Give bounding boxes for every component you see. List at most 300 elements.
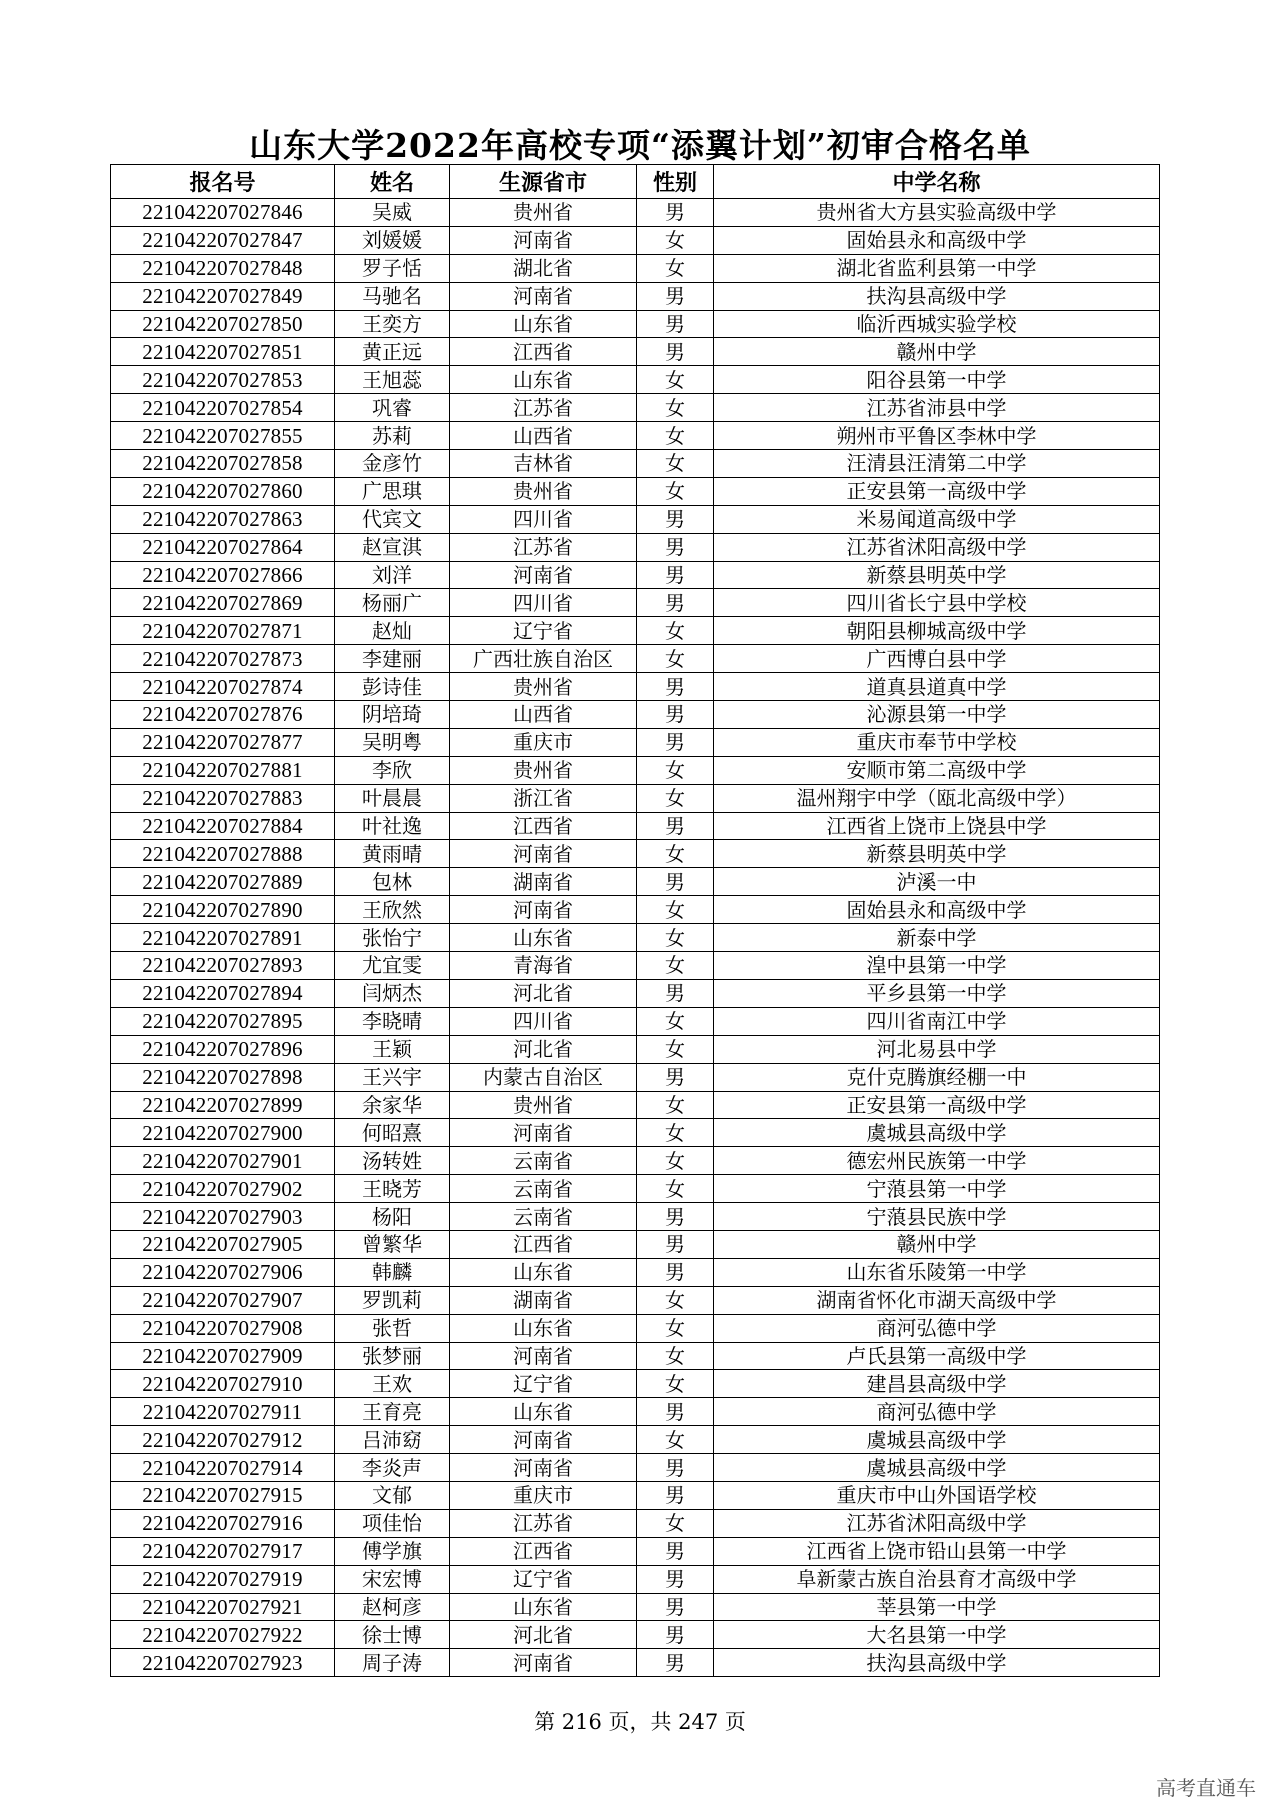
name-cell: 黄正远 — [335, 338, 450, 366]
registration-number-cell: 221042207027889 — [111, 868, 335, 896]
name-cell: 包林 — [335, 868, 450, 896]
province-cell: 重庆市 — [450, 728, 637, 756]
registration-number-cell: 221042207027876 — [111, 701, 335, 729]
table-row — [111, 812, 1160, 840]
name-cell: 王奕方 — [335, 310, 450, 338]
table-row — [111, 1649, 1160, 1677]
province-cell: 山东省 — [450, 1398, 637, 1426]
province-cell: 湖南省 — [450, 868, 637, 896]
registration-number-cell: 221042207027911 — [111, 1398, 335, 1426]
school-cell: 新蔡县明英中学 — [714, 840, 1160, 868]
province-cell: 河南省 — [450, 226, 637, 254]
table-row — [111, 645, 1160, 673]
table-row — [111, 1537, 1160, 1565]
province-cell: 重庆市 — [450, 1481, 637, 1509]
gender-cell: 女 — [637, 422, 714, 450]
province-cell: 贵州省 — [450, 477, 637, 505]
table-row — [111, 728, 1160, 756]
gender-cell: 女 — [637, 1314, 714, 1342]
school-cell: 虞城县高级中学 — [714, 1454, 1160, 1482]
school-cell: 汪清县汪清第二中学 — [714, 450, 1160, 478]
gender-cell: 男 — [637, 868, 714, 896]
header-registration-number: 报名号 — [111, 165, 335, 199]
registration-number-cell: 221042207027917 — [111, 1537, 335, 1565]
table-row — [111, 896, 1160, 924]
gender-cell: 男 — [637, 1454, 714, 1482]
registration-number-cell: 221042207027860 — [111, 477, 335, 505]
province-cell: 河南省 — [450, 282, 637, 310]
school-cell: 正安县第一高级中学 — [714, 1091, 1160, 1119]
registration-number-cell: 221042207027853 — [111, 366, 335, 394]
name-cell: 杨阳 — [335, 1203, 450, 1231]
name-cell: 李晓晴 — [335, 1007, 450, 1035]
gender-cell: 女 — [637, 1035, 714, 1063]
table-row — [111, 1593, 1160, 1621]
gender-cell: 男 — [637, 561, 714, 589]
province-cell: 江西省 — [450, 812, 637, 840]
province-cell: 河南省 — [450, 1342, 637, 1370]
school-cell: 商河弘德中学 — [714, 1398, 1160, 1426]
registration-number-cell: 221042207027888 — [111, 840, 335, 868]
name-cell: 张哲 — [335, 1314, 450, 1342]
table-row — [111, 199, 1160, 227]
gender-cell: 女 — [637, 1509, 714, 1537]
province-cell: 江西省 — [450, 338, 637, 366]
table-row — [111, 1621, 1160, 1649]
gender-cell: 女 — [637, 756, 714, 784]
registration-number-cell: 221042207027902 — [111, 1175, 335, 1203]
gender-cell: 女 — [637, 254, 714, 282]
registration-number-cell: 221042207027891 — [111, 924, 335, 952]
registration-number-cell: 221042207027915 — [111, 1481, 335, 1509]
table-row — [111, 366, 1160, 394]
school-cell: 阳谷县第一中学 — [714, 366, 1160, 394]
name-cell: 刘洋 — [335, 561, 450, 589]
name-cell: 黄雨晴 — [335, 840, 450, 868]
document-title: 山东大学2022年高校专项“添翼计划”初审合格名单 — [249, 126, 1031, 165]
school-cell: 沁源县第一中学 — [714, 701, 1160, 729]
gender-cell: 女 — [637, 394, 714, 422]
school-cell: 阜新蒙古族自治县育才高级中学 — [714, 1565, 1160, 1593]
registration-number-cell: 221042207027881 — [111, 756, 335, 784]
gender-cell: 男 — [637, 1258, 714, 1286]
school-cell: 泸溪一中 — [714, 868, 1160, 896]
table-row — [111, 868, 1160, 896]
school-cell: 扶沟县高级中学 — [714, 1649, 1160, 1677]
gender-cell: 女 — [637, 450, 714, 478]
registration-number-cell: 221042207027869 — [111, 589, 335, 617]
table-row — [111, 422, 1160, 450]
name-cell: 王育亮 — [335, 1398, 450, 1426]
table-row — [111, 1314, 1160, 1342]
name-cell: 代宾文 — [335, 505, 450, 533]
registration-number-cell: 221042207027851 — [111, 338, 335, 366]
school-cell: 湖北省监利县第一中学 — [714, 254, 1160, 282]
name-cell: 吕沛窈 — [335, 1426, 450, 1454]
name-cell: 吴威 — [335, 199, 450, 227]
table-header-row — [111, 165, 1160, 199]
province-cell: 河南省 — [450, 1119, 637, 1147]
registration-number-cell: 221042207027900 — [111, 1119, 335, 1147]
registration-number-cell: 221042207027916 — [111, 1509, 335, 1537]
gender-cell: 女 — [637, 1147, 714, 1175]
province-cell: 贵州省 — [450, 1091, 637, 1119]
name-cell: 赵柯彦 — [335, 1593, 450, 1621]
registration-number-cell: 221042207027866 — [111, 561, 335, 589]
province-cell: 贵州省 — [450, 756, 637, 784]
table-row — [111, 1091, 1160, 1119]
name-cell: 李建丽 — [335, 645, 450, 673]
school-cell: 建昌县高级中学 — [714, 1370, 1160, 1398]
table-row — [111, 1286, 1160, 1314]
province-cell: 江苏省 — [450, 394, 637, 422]
school-cell: 江西省上饶市上饶县中学 — [714, 812, 1160, 840]
province-cell: 河北省 — [450, 1035, 637, 1063]
province-cell: 河南省 — [450, 1426, 637, 1454]
name-cell: 尤宜雯 — [335, 952, 450, 980]
name-cell: 宋宏博 — [335, 1565, 450, 1593]
name-cell: 李欣 — [335, 756, 450, 784]
name-cell: 张梦丽 — [335, 1342, 450, 1370]
province-cell: 江西省 — [450, 1537, 637, 1565]
school-cell: 赣州中学 — [714, 1230, 1160, 1258]
table-row — [111, 282, 1160, 310]
table-row — [111, 1175, 1160, 1203]
registration-number-cell: 221042207027863 — [111, 505, 335, 533]
table-row — [111, 1119, 1160, 1147]
gender-cell: 男 — [637, 199, 714, 227]
gender-cell: 男 — [637, 1230, 714, 1258]
school-cell: 临沂西城实验学校 — [714, 310, 1160, 338]
table-row — [111, 1398, 1160, 1426]
registration-number-cell: 221042207027903 — [111, 1203, 335, 1231]
table-row — [111, 1454, 1160, 1482]
name-cell: 周子涛 — [335, 1649, 450, 1677]
province-cell: 山东省 — [450, 1258, 637, 1286]
table-row — [111, 979, 1160, 1007]
school-cell: 新蔡县明英中学 — [714, 561, 1160, 589]
school-cell: 湖南省怀化市湖天高级中学 — [714, 1286, 1160, 1314]
province-cell: 山东省 — [450, 310, 637, 338]
registration-number-cell: 221042207027905 — [111, 1230, 335, 1258]
header-name: 姓名 — [335, 165, 450, 199]
name-cell: 项佳怡 — [335, 1509, 450, 1537]
name-cell: 吴明粤 — [335, 728, 450, 756]
province-cell: 云南省 — [450, 1175, 637, 1203]
name-cell: 何昭熹 — [335, 1119, 450, 1147]
header-gender: 性别 — [637, 165, 714, 199]
table-row — [111, 1035, 1160, 1063]
school-cell: 商河弘德中学 — [714, 1314, 1160, 1342]
school-cell: 克什克腾旗经棚一中 — [714, 1063, 1160, 1091]
province-cell: 青海省 — [450, 952, 637, 980]
admission-list-table — [110, 164, 1160, 1677]
province-cell: 湖北省 — [450, 254, 637, 282]
school-cell: 虞城县高级中学 — [714, 1426, 1160, 1454]
school-cell: 固始县永和高级中学 — [714, 226, 1160, 254]
school-cell: 新泰中学 — [714, 924, 1160, 952]
registration-number-cell: 221042207027894 — [111, 979, 335, 1007]
school-cell: 重庆市中山外国语学校 — [714, 1481, 1160, 1509]
name-cell: 王兴宇 — [335, 1063, 450, 1091]
province-cell: 江苏省 — [450, 533, 637, 561]
school-cell: 扶沟县高级中学 — [714, 282, 1160, 310]
gender-cell: 男 — [637, 1481, 714, 1509]
registration-number-cell: 221042207027907 — [111, 1286, 335, 1314]
table-row — [111, 1426, 1160, 1454]
school-cell: 虞城县高级中学 — [714, 1119, 1160, 1147]
school-cell: 贵州省大方县实验高级中学 — [714, 199, 1160, 227]
name-cell: 曾繁华 — [335, 1230, 450, 1258]
name-cell: 罗凯莉 — [335, 1286, 450, 1314]
gender-cell: 男 — [637, 1537, 714, 1565]
school-cell: 赣州中学 — [714, 338, 1160, 366]
gender-cell: 男 — [637, 1649, 714, 1677]
registration-number-cell: 221042207027921 — [111, 1593, 335, 1621]
school-cell: 宁蒗县第一中学 — [714, 1175, 1160, 1203]
table-row — [111, 1509, 1160, 1537]
school-cell: 江苏省沭阳高级中学 — [714, 533, 1160, 561]
school-cell: 温州翔宇中学（瓯北高级中学） — [714, 784, 1160, 812]
registration-number-cell: 221042207027855 — [111, 422, 335, 450]
registration-number-cell: 221042207027884 — [111, 812, 335, 840]
province-cell: 山东省 — [450, 924, 637, 952]
name-cell: 杨丽广 — [335, 589, 450, 617]
name-cell: 赵灿 — [335, 617, 450, 645]
name-cell: 李炎声 — [335, 1454, 450, 1482]
gender-cell: 男 — [637, 1565, 714, 1593]
name-cell: 金彦竹 — [335, 450, 450, 478]
province-cell: 河北省 — [450, 1621, 637, 1649]
province-cell: 河南省 — [450, 896, 637, 924]
school-cell: 广西博白县中学 — [714, 645, 1160, 673]
registration-number-cell: 221042207027919 — [111, 1565, 335, 1593]
table-row — [111, 1258, 1160, 1286]
registration-number-cell: 221042207027908 — [111, 1314, 335, 1342]
gender-cell: 女 — [637, 952, 714, 980]
province-cell: 辽宁省 — [450, 1565, 637, 1593]
registration-number-cell: 221042207027912 — [111, 1426, 335, 1454]
province-cell: 山西省 — [450, 422, 637, 450]
school-cell: 四川省长宁县中学校 — [714, 589, 1160, 617]
province-cell: 云南省 — [450, 1147, 637, 1175]
registration-number-cell: 221042207027893 — [111, 952, 335, 980]
table-row — [111, 1007, 1160, 1035]
gender-cell: 女 — [637, 1175, 714, 1203]
name-cell: 王欢 — [335, 1370, 450, 1398]
gender-cell: 女 — [637, 840, 714, 868]
table-row — [111, 924, 1160, 952]
name-cell: 王颖 — [335, 1035, 450, 1063]
table-body — [111, 199, 1160, 1677]
name-cell: 叶晨晨 — [335, 784, 450, 812]
province-cell: 四川省 — [450, 1007, 637, 1035]
province-cell: 江苏省 — [450, 1509, 637, 1537]
registration-number-cell: 221042207027847 — [111, 226, 335, 254]
name-cell: 闫炳杰 — [335, 979, 450, 1007]
table-row — [111, 505, 1160, 533]
name-cell: 张怡宁 — [335, 924, 450, 952]
gender-cell: 女 — [637, 1091, 714, 1119]
name-cell: 文郁 — [335, 1481, 450, 1509]
gender-cell: 男 — [637, 1063, 714, 1091]
gender-cell: 女 — [637, 1286, 714, 1314]
name-cell: 王晓芳 — [335, 1175, 450, 1203]
province-cell: 河南省 — [450, 1454, 637, 1482]
registration-number-cell: 221042207027909 — [111, 1342, 335, 1370]
table-row — [111, 1230, 1160, 1258]
registration-number-cell: 221042207027899 — [111, 1091, 335, 1119]
table-row — [111, 254, 1160, 282]
table-row — [111, 1370, 1160, 1398]
registration-number-cell: 221042207027896 — [111, 1035, 335, 1063]
gender-cell: 男 — [637, 533, 714, 561]
name-cell: 王旭蕊 — [335, 366, 450, 394]
gender-cell: 女 — [637, 1342, 714, 1370]
school-cell: 江苏省沭阳高级中学 — [714, 1509, 1160, 1537]
gender-cell: 女 — [637, 1007, 714, 1035]
name-cell: 苏莉 — [335, 422, 450, 450]
gender-cell: 男 — [637, 338, 714, 366]
province-cell: 辽宁省 — [450, 617, 637, 645]
registration-number-cell: 221042207027864 — [111, 533, 335, 561]
registration-number-cell: 221042207027895 — [111, 1007, 335, 1035]
registration-number-cell: 221042207027854 — [111, 394, 335, 422]
school-cell: 莘县第一中学 — [714, 1593, 1160, 1621]
gender-cell: 女 — [637, 1370, 714, 1398]
school-cell: 江苏省沛县中学 — [714, 394, 1160, 422]
gender-cell: 女 — [637, 784, 714, 812]
province-cell: 河南省 — [450, 1649, 637, 1677]
gender-cell: 女 — [637, 226, 714, 254]
province-cell: 山西省 — [450, 701, 637, 729]
name-cell: 汤转姓 — [335, 1147, 450, 1175]
name-cell: 巩睿 — [335, 394, 450, 422]
table-row — [111, 617, 1160, 645]
province-cell: 云南省 — [450, 1203, 637, 1231]
province-cell: 山东省 — [450, 366, 637, 394]
school-cell: 四川省南江中学 — [714, 1007, 1160, 1035]
registration-number-cell: 221042207027871 — [111, 617, 335, 645]
name-cell: 罗子恬 — [335, 254, 450, 282]
registration-number-cell: 221042207027910 — [111, 1370, 335, 1398]
header-province: 生源省市 — [450, 165, 637, 199]
school-cell: 道真县道真中学 — [714, 673, 1160, 701]
table-row — [111, 226, 1160, 254]
province-cell: 内蒙古自治区 — [450, 1063, 637, 1091]
name-cell: 王欣然 — [335, 896, 450, 924]
gender-cell: 男 — [637, 1203, 714, 1231]
gender-cell: 男 — [637, 812, 714, 840]
table-row — [111, 394, 1160, 422]
school-cell: 宁蒗县民族中学 — [714, 1203, 1160, 1231]
gender-cell: 男 — [637, 1398, 714, 1426]
province-cell: 湖南省 — [450, 1286, 637, 1314]
table-row — [111, 756, 1160, 784]
name-cell: 彭诗佳 — [335, 673, 450, 701]
school-cell: 正安县第一高级中学 — [714, 477, 1160, 505]
registration-number-cell: 221042207027914 — [111, 1454, 335, 1482]
province-cell: 四川省 — [450, 505, 637, 533]
gender-cell: 男 — [637, 979, 714, 1007]
name-cell: 韩麟 — [335, 1258, 450, 1286]
gender-cell: 女 — [637, 1119, 714, 1147]
table-row — [111, 1203, 1160, 1231]
gender-cell: 女 — [637, 477, 714, 505]
registration-number-cell: 221042207027922 — [111, 1621, 335, 1649]
table-row — [111, 840, 1160, 868]
school-cell: 大名县第一中学 — [714, 1621, 1160, 1649]
table-row — [111, 1342, 1160, 1370]
school-cell: 平乡县第一中学 — [714, 979, 1160, 1007]
gender-cell: 男 — [637, 728, 714, 756]
province-cell: 浙江省 — [450, 784, 637, 812]
school-cell: 湟中县第一中学 — [714, 952, 1160, 980]
table-row — [111, 1147, 1160, 1175]
province-cell: 河南省 — [450, 840, 637, 868]
province-cell: 河南省 — [450, 561, 637, 589]
province-cell: 贵州省 — [450, 673, 637, 701]
table-row — [111, 1063, 1160, 1091]
province-cell: 四川省 — [450, 589, 637, 617]
gender-cell: 女 — [637, 924, 714, 952]
table-row — [111, 310, 1160, 338]
province-cell: 山东省 — [450, 1314, 637, 1342]
registration-number-cell: 221042207027883 — [111, 784, 335, 812]
registration-number-cell: 221042207027849 — [111, 282, 335, 310]
registration-number-cell: 221042207027846 — [111, 199, 335, 227]
registration-number-cell: 221042207027901 — [111, 1147, 335, 1175]
table-row — [111, 450, 1160, 478]
province-cell: 辽宁省 — [450, 1370, 637, 1398]
school-cell: 山东省乐陵第一中学 — [714, 1258, 1160, 1286]
name-cell: 傅学旗 — [335, 1537, 450, 1565]
header-school: 中学名称 — [714, 165, 1160, 199]
table-row — [111, 589, 1160, 617]
table-row — [111, 952, 1160, 980]
gender-cell: 女 — [637, 617, 714, 645]
gender-cell: 男 — [637, 701, 714, 729]
registration-number-cell: 221042207027850 — [111, 310, 335, 338]
table-row — [111, 701, 1160, 729]
table-row — [111, 1481, 1160, 1509]
gender-cell: 男 — [637, 505, 714, 533]
page-number: 第 216 页，共 247 页 — [534, 1710, 746, 1734]
gender-cell: 男 — [637, 310, 714, 338]
name-cell: 余家华 — [335, 1091, 450, 1119]
registration-number-cell: 221042207027873 — [111, 645, 335, 673]
school-cell: 江西省上饶市铅山县第一中学 — [714, 1537, 1160, 1565]
table-row — [111, 338, 1160, 366]
school-cell: 安顺市第二高级中学 — [714, 756, 1160, 784]
school-cell: 德宏州民族第一中学 — [714, 1147, 1160, 1175]
name-cell: 阴培琦 — [335, 701, 450, 729]
province-cell: 吉林省 — [450, 450, 637, 478]
name-cell: 马驰名 — [335, 282, 450, 310]
school-cell: 朝阳县柳城高级中学 — [714, 617, 1160, 645]
registration-number-cell: 221042207027848 — [111, 254, 335, 282]
school-cell: 固始县永和高级中学 — [714, 896, 1160, 924]
gender-cell: 女 — [637, 366, 714, 394]
registration-number-cell: 221042207027923 — [111, 1649, 335, 1677]
name-cell: 叶社逸 — [335, 812, 450, 840]
registration-number-cell: 221042207027874 — [111, 673, 335, 701]
table-row — [111, 533, 1160, 561]
table-row — [111, 561, 1160, 589]
registration-number-cell: 221042207027877 — [111, 728, 335, 756]
registration-number-cell: 221042207027906 — [111, 1258, 335, 1286]
province-cell: 江西省 — [450, 1230, 637, 1258]
